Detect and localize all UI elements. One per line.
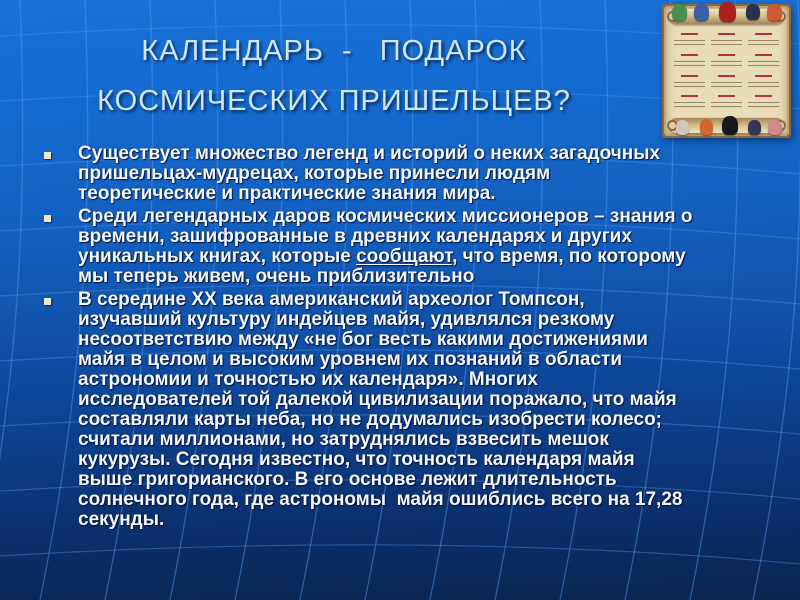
calendar-figure (748, 120, 761, 135)
bullet-item (44, 290, 792, 530)
text-line: В середине XX века американский археолог Томпсон, (78, 289, 585, 310)
text-line: пришельцах-мудрецах, которые принесли людям (78, 163, 551, 184)
text-line: майя в целом и высоким уровнем их познаний в области (78, 349, 623, 370)
text-line: секунды. (78, 509, 165, 530)
calendar-figure (719, 2, 736, 22)
text-line: астрономии и точностью их календаря». Многих (78, 369, 538, 390)
text-line: Среди легендарных даров космических миссионеров – знания о (78, 206, 693, 227)
month-cell (748, 99, 779, 109)
text-line: Существует множество легенд и историй о неких загадочных (78, 143, 661, 164)
month-cell (748, 58, 779, 68)
month-cell (711, 37, 742, 47)
text-line (78, 247, 792, 267)
text-line: теоретические и практические знания мира. (78, 183, 496, 204)
slide-title (0, 26, 668, 126)
text-line: изучавший культуру индейцев майя, удивлялся резкому (78, 309, 615, 330)
text-line: считали миллионами, но затруднялись взвесить мешок (78, 429, 609, 450)
text-line: солнечного года, где астрономы майя ошиблись всего на 17,28 (78, 489, 683, 510)
month-cell (711, 99, 742, 109)
bullet-square-icon (44, 152, 51, 159)
month-grid (674, 33, 779, 109)
calendar-image (662, 4, 791, 138)
month-cell (674, 58, 705, 68)
calendar-figure (767, 4, 782, 21)
calendar-figure (768, 120, 782, 135)
title-line-1: КАЛЕНДАРЬ - ПОДАРОК (141, 35, 527, 67)
text-line: времени, зашифрованные в древних календарях и других (78, 226, 632, 247)
bullet-text (78, 207, 792, 287)
month-cell (748, 37, 779, 47)
bullet-square-icon (44, 298, 51, 305)
month-cell (674, 79, 705, 89)
calendar-figure (722, 116, 738, 135)
text-segment: уникальных книгах, которые (78, 246, 357, 267)
text-line: несоответствию между «не бог весть какими достижениями (78, 329, 648, 350)
text-line: кукурузы. Сегодня известно, что точность календаря майя (78, 449, 635, 470)
underlined-word: сообщают (356, 246, 453, 267)
bullet-item (44, 144, 792, 204)
calendar-figure (694, 4, 709, 21)
calendar-figure (746, 4, 760, 20)
calendar-figure (676, 120, 689, 135)
calendar-figure (672, 4, 687, 21)
bullet-item (44, 207, 792, 287)
text-line: выше григорианского. В его основе лежит длительность (78, 469, 617, 490)
text-line: мы теперь живем, очень приблизительно (78, 266, 475, 287)
month-cell (711, 79, 742, 89)
bullet-text (78, 144, 792, 204)
month-cell (674, 37, 705, 47)
text-line: исследователей той далекой цивилизации поражало, что майя (78, 389, 677, 410)
bullet-list (44, 144, 792, 530)
title-line-2: КОСМИЧЕСКИХ ПРИШЕЛЬЦЕВ? (97, 85, 571, 117)
month-cell (748, 79, 779, 89)
month-cell (674, 99, 705, 109)
parchment-scroll (664, 6, 789, 136)
calendar-figure (700, 119, 713, 135)
bullet-square-icon (44, 215, 51, 222)
month-cell (711, 58, 742, 68)
text-segment: , что время, по которому (452, 246, 686, 267)
text-line: составляли карты неба, но не додумались изобрести колесо; (78, 409, 662, 430)
bullet-text (78, 290, 792, 530)
